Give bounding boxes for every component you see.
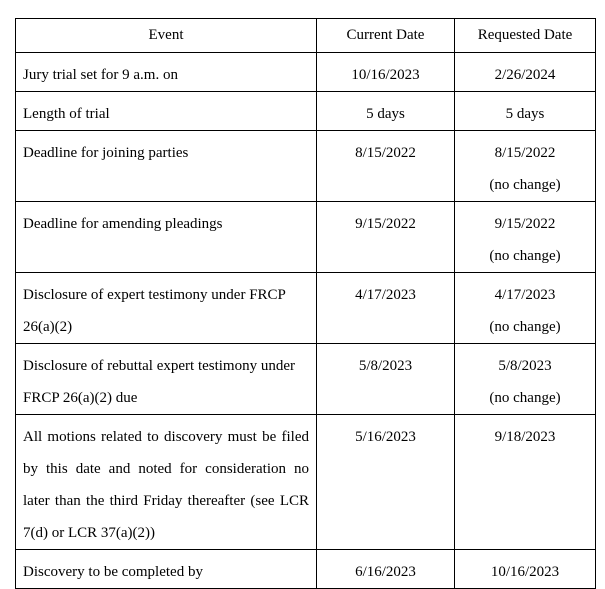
header-current-date: Current Date bbox=[317, 19, 455, 53]
current-date-cell: 6/16/2023 bbox=[317, 550, 455, 589]
current-date-cell: 5/16/2023 bbox=[317, 415, 455, 550]
requested-date-cell: 5 days bbox=[455, 92, 596, 131]
event-cell: Disclosure of rebuttal expert testimony under FRCP 26(a)(2) due bbox=[16, 344, 317, 415]
requested-date-cell bbox=[455, 131, 596, 202]
no-change-note: (no change) bbox=[489, 248, 561, 264]
requested-date-value: 4/17/2023 bbox=[494, 287, 556, 303]
requested-date-cell bbox=[455, 273, 596, 344]
table-row bbox=[16, 273, 596, 344]
table-row bbox=[16, 131, 596, 202]
event-cell: Disclosure of expert testimony under FRCP 26(a)(2) bbox=[16, 273, 317, 344]
current-date-cell: 4/17/2023 bbox=[317, 273, 455, 344]
header-requested-date: Requested Date bbox=[455, 19, 596, 53]
table-row bbox=[16, 415, 596, 550]
requested-date-cell bbox=[455, 344, 596, 415]
no-change-note: (no change) bbox=[489, 319, 561, 335]
event-cell: Deadline for amending pleadings bbox=[16, 202, 317, 273]
requested-date-value: 8/15/2022 bbox=[494, 145, 556, 161]
requested-date-value: 9/15/2022 bbox=[494, 216, 556, 232]
current-date-cell: 10/16/2023 bbox=[317, 53, 455, 92]
event-cell: Deadline for joining parties bbox=[16, 131, 317, 202]
table-row bbox=[16, 550, 596, 589]
current-date-cell: 9/15/2022 bbox=[317, 202, 455, 273]
requested-date-cell bbox=[455, 202, 596, 273]
table-row bbox=[16, 53, 596, 92]
current-date-cell: 8/15/2022 bbox=[317, 131, 455, 202]
requested-date-cell: 10/16/2023 bbox=[455, 550, 596, 589]
no-change-note: (no change) bbox=[489, 177, 561, 193]
current-date-cell: 5 days bbox=[317, 92, 455, 131]
schedule-table bbox=[15, 18, 596, 589]
event-cell: Jury trial set for 9 a.m. on bbox=[16, 53, 317, 92]
requested-date-cell: 9/18/2023 bbox=[455, 415, 596, 550]
requested-date-cell: 2/26/2024 bbox=[455, 53, 596, 92]
requested-date-value: 5/8/2023 bbox=[498, 358, 552, 374]
no-change-note: (no change) bbox=[489, 390, 561, 406]
current-date-cell: 5/8/2023 bbox=[317, 344, 455, 415]
table-row bbox=[16, 92, 596, 131]
header-row bbox=[16, 19, 596, 53]
event-cell: All motions related to discovery must be filed by this date and noted for consideration no later than the third Friday thereafter (see LCR 7(d) or LCR 37(a)(2)) bbox=[16, 415, 317, 550]
event-cell: Discovery to be completed by bbox=[16, 550, 317, 589]
event-cell: Length of trial bbox=[16, 92, 317, 131]
header-event: Event bbox=[16, 19, 317, 53]
table-row bbox=[16, 344, 596, 415]
table-row bbox=[16, 202, 596, 273]
